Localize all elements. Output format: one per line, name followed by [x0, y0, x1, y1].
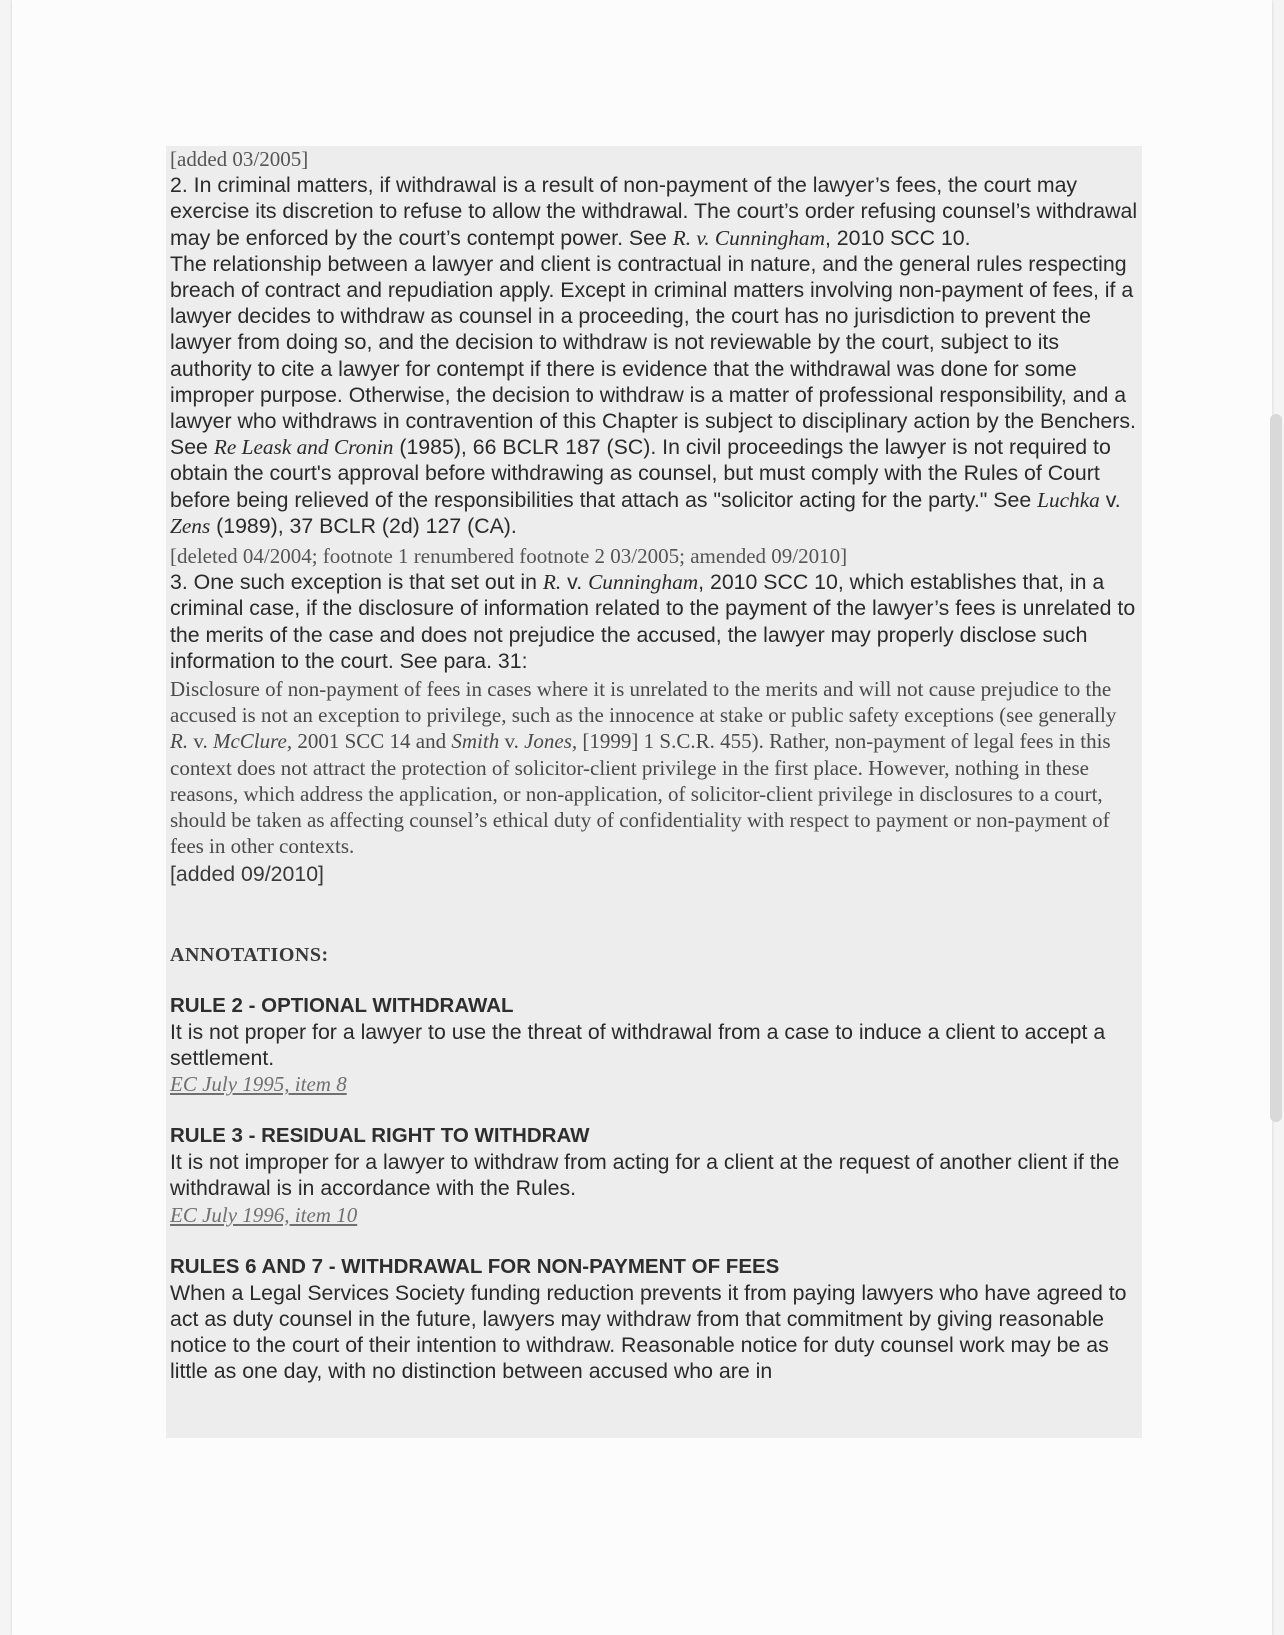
annotation-reference-link[interactable]: EC July 1996, item 10 [170, 1202, 358, 1227]
footnote-3: 3. One such exception is that set out in R. v. Cunningham, 2010 SCC 10, which establishes that, in a criminal case, if the disclosure of information related to the payment of the lawyer’s fees is unrelated to the merits of the case and does not prejudice the accused, the lawyer may properly disclose such information to the court. See para. 31: [170, 570, 1136, 673]
footnote-2: 2. In criminal matters, if withdrawal is a result of non-payment of the lawyer’s fees, the court may exercise its discretion to refuse to allow the withdrawal. The court’s order refusing counsel’s withdrawal may be enforced by the court’s contempt power. See R. v. Cunningham, 2010 SCC 10. [170, 173, 1138, 250]
annotation-text: It is not improper for a lawyer to withdraw from acting for a client at the request of another client if the withdrawal is in accordance with the Rules. [170, 1150, 1120, 1201]
annotation-rule-2 [170, 993, 1138, 1097]
annotation-title: RULES 6 AND 7 - WITHDRAWAL FOR NON-PAYMENT OF FEES [170, 1254, 780, 1278]
annotation-text: When a Legal Services Society funding reduction prevents it from paying lawyers who have agreed to act as duty counsel in the future, lawyers may withdraw from that commitment by giving reasonable notice to the court of their intention to withdraw. Reasonable notice for duty counsel work may be as little as one day, with no distinction between accused who are in [170, 1280, 1127, 1384]
case-citation: Re Leask and Cronin [213, 435, 394, 460]
deleted-note: [deleted 04/2004; footnote 1 renumbered footnote 2 03/2005; amended 09/2010] [170, 544, 848, 569]
added-note-2010: [added 09/2010] [170, 862, 324, 887]
annotation-title: RULE 2 - OPTIONAL WITHDRAWAL [170, 993, 514, 1017]
annotation-rule-3 [170, 1123, 1138, 1227]
document-page [12, 0, 1272, 1635]
case-citation: R. [170, 729, 189, 754]
vertical-scrollbar[interactable] [1270, 414, 1282, 1122]
case-citation: R. [542, 570, 562, 595]
case-citation: Smith [451, 729, 500, 754]
document-content [166, 146, 1142, 1438]
quoted-passage: Disclosure of non-payment of fees in cases where it is unrelated to the merits and will not cause prejudice to the accused is not an exception to privilege, such as the innocence at stake or public safety exceptions (see generally R. v. McClure, 2001 SCC 14 and Smith v. Jones, [1999] 1 S.C.R. 455). Rather, non-payment of legal fees in this context does not attract the protection of solicitor-client privilege in the first place. However, nothing in these reasons, which address the application, or non-application, of solicitor-client privilege in disclosures to a court, should be taken as affecting counsel’s ethical duty of confidentiality with respect to payment or non-payment of fees in other contexts. [170, 677, 1117, 859]
annotation-rules-6-7 [170, 1254, 1138, 1385]
case-citation: Jones, [524, 729, 578, 754]
case-citation: Luchka [1037, 487, 1100, 512]
case-citation: R. v. Cunningham [672, 225, 825, 250]
annotation-text: It is not proper for a lawyer to use the threat of withdrawal from a case to induce a client to accept a settlement. [170, 1019, 1106, 1070]
annotation-reference-link[interactable]: EC July 1995, item 8 [170, 1072, 347, 1097]
case-citation: Cunningham [588, 570, 699, 595]
case-citation: McClure, [212, 729, 293, 754]
added-note-2005: [added 03/2005] [170, 147, 309, 171]
relationship-paragraph: The relationship between a lawyer and client is contractual in nature, and the general rules respecting breach of contract and repudiation apply. Except in criminal matters involving non-payment of fees, if a lawyer decides to withdraw as counsel in a proceeding, the court has no jurisdiction to prevent the lawyer from doing so, and the decision to withdraw is not reviewable by the court, subject to its authority to cite a lawyer for contempt if there is evidence that the withdrawal was done for some improper purpose. Otherwise, the decision to withdraw is a matter of professional responsibility, and a lawyer who withdraws in contravention of this Chapter is subject to disciplinary action by the Benchers. See Re Leask and Cronin (1985), 66 BCLR 187 (SC). In civil proceedings the lawyer is not required to obtain the court's approval before withdrawing as counsel, but must comply with the Rules of Court before being relieved of the responsibilities that attach as "solicitor acting for the party." See Luchka v. Zens (1989), 37 BCLR (2d) 127 (CA). [170, 251, 1136, 538]
annotations-heading: ANNOTATIONS: [170, 943, 329, 966]
annotation-title: RULE 3 - RESIDUAL RIGHT TO WITHDRAW [170, 1124, 590, 1148]
case-citation: Zens [170, 513, 211, 538]
